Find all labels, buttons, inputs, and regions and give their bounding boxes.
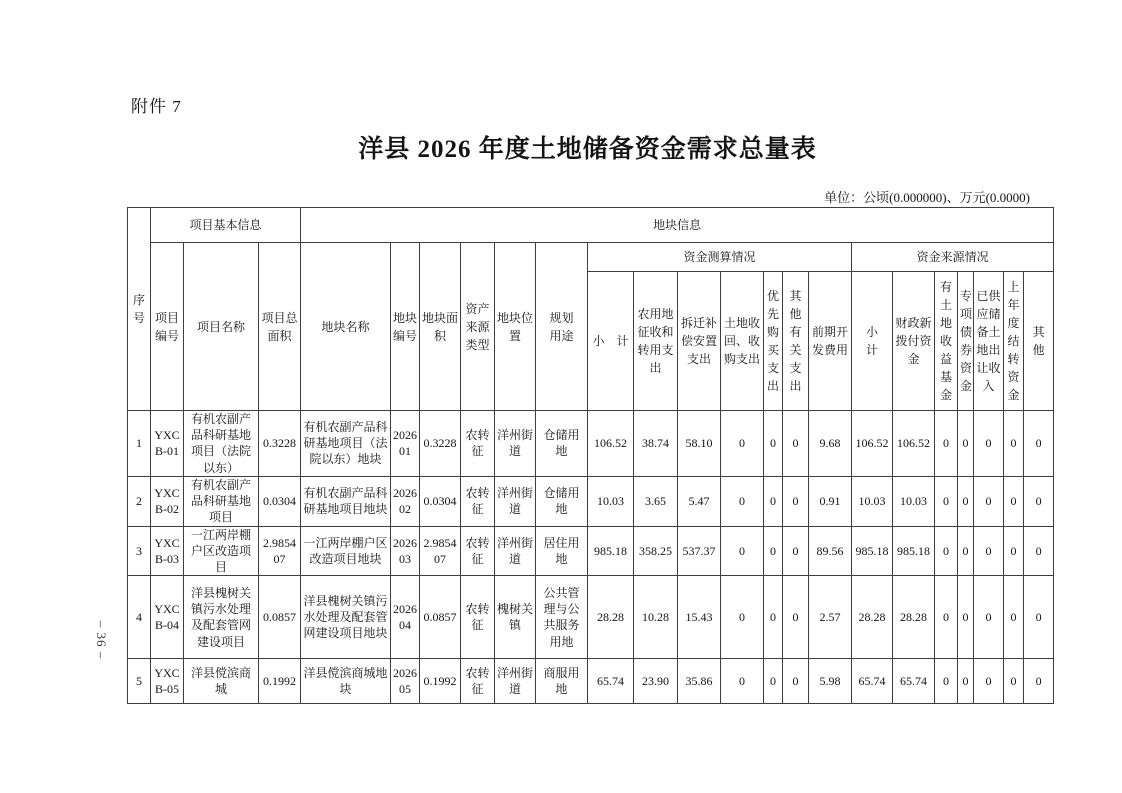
- cell-supplied: 0: [974, 526, 1004, 576]
- cell-plot-no: 202604: [391, 576, 420, 659]
- other-label: 其他: [1032, 325, 1045, 357]
- cell-project-no: YXCB-03: [151, 526, 184, 576]
- cell-predev: 2.57: [809, 576, 852, 659]
- cell-plot-name: 有机农副产品科研基地项目地块: [301, 476, 391, 526]
- cell-other-related: 0: [783, 576, 809, 659]
- col-header-supplied-land-income: 已供应储备土地出让收入: [974, 272, 1004, 411]
- cell-supplied: 0: [974, 411, 1004, 477]
- cell-calc-subtotal: 106.52: [588, 411, 634, 477]
- col-header-land-revenue-fund: 有土地收益基金: [935, 272, 958, 411]
- col-header-planned-use: [536, 243, 588, 411]
- group-header-plot-info: 地块信息: [301, 208, 1054, 243]
- cell-source-type: 农转征: [461, 526, 495, 576]
- cell-source-type: 农转征: [461, 659, 495, 704]
- cell-bond: 0: [958, 659, 974, 704]
- cell-other-related: 0: [783, 411, 809, 477]
- cell-project-area: 2.985407: [259, 526, 301, 576]
- cell-project-no: YXCB-04: [151, 576, 184, 659]
- land-reserve-fund-table: [127, 207, 1054, 704]
- table-row: [128, 526, 1054, 576]
- group-header-fund-source: 资金来源情况: [852, 243, 1054, 272]
- col-header-project-name: 项目名称: [184, 243, 259, 411]
- cell-other-related: 0: [783, 659, 809, 704]
- cell-predev: 89.56: [809, 526, 852, 576]
- cell-other: 0: [1024, 476, 1054, 526]
- cell-plot-area: 0.3228: [420, 411, 461, 477]
- cell-fiscal: 10.03: [893, 476, 935, 526]
- col-header-other: [1024, 272, 1054, 411]
- cell-farmland: 3.65: [634, 476, 678, 526]
- col-header-source-subtotal: [852, 272, 893, 411]
- col-header-source-type: 资产来源类型: [461, 243, 495, 411]
- col-header-location: 地块位置: [495, 243, 536, 411]
- cell-source-subtotal: 10.03: [852, 476, 893, 526]
- cell-other: 0: [1024, 576, 1054, 659]
- cell-demolition: 5.47: [678, 476, 721, 526]
- cell-plot-area: 0.1992: [420, 659, 461, 704]
- cell-project-no: YXCB-02: [151, 476, 184, 526]
- cell-fiscal: 106.52: [893, 411, 935, 477]
- cell-land-fund: 0: [935, 526, 958, 576]
- cell-plot-no: 202601: [391, 411, 420, 477]
- cell-fiscal: 28.28: [893, 576, 935, 659]
- source-subtotal-label: 小计: [865, 325, 878, 357]
- cell-bond: 0: [958, 476, 974, 526]
- cell-other: 0: [1024, 659, 1054, 704]
- cell-other: 0: [1024, 526, 1054, 576]
- cell-supplied: 0: [974, 659, 1004, 704]
- cell-planned-use: 居住用地: [536, 526, 588, 576]
- cell-recovery: 0: [721, 659, 764, 704]
- cell-demolition: 35.86: [678, 659, 721, 704]
- col-header-special-bond: 专项债券资金: [958, 272, 974, 411]
- cell-carryover: 0: [1004, 659, 1024, 704]
- col-header-other-related: 其他有关支出: [783, 272, 809, 411]
- cell-recovery: 0: [721, 576, 764, 659]
- cell-project-area: 0.3228: [259, 411, 301, 477]
- header-row-groups: [128, 208, 1054, 243]
- col-header-recovery-expense: 土地收回、收购支出: [721, 272, 764, 411]
- cell-priority: 0: [764, 526, 783, 576]
- cell-land-fund: 0: [935, 476, 958, 526]
- cell-project-area: 0.0304: [259, 476, 301, 526]
- attachment-label: 附件 7: [131, 97, 182, 116]
- col-header-carryover-funds: 上年度结转资金: [1004, 272, 1024, 411]
- cell-fiscal: 65.74: [893, 659, 935, 704]
- cell-farmland: 38.74: [634, 411, 678, 477]
- cell-plot-name: 洋县槐树关镇污水处理及配套管网建设项目地块: [301, 576, 391, 659]
- cell-recovery: 0: [721, 411, 764, 477]
- cell-farmland: 358.25: [634, 526, 678, 576]
- cell-priority: 0: [764, 476, 783, 526]
- col-header-plot-area: 地块面积: [420, 243, 461, 411]
- col-header-seq: 序号: [128, 208, 151, 411]
- cell-seq: 5: [128, 659, 151, 704]
- cell-source-subtotal: 106.52: [852, 411, 893, 477]
- cell-land-fund: 0: [935, 659, 958, 704]
- cell-calc-subtotal: 28.28: [588, 576, 634, 659]
- cell-demolition: 15.43: [678, 576, 721, 659]
- table-row: [128, 411, 1054, 477]
- cell-other-related: 0: [783, 476, 809, 526]
- cell-source-type: 农转征: [461, 411, 495, 477]
- cell-source-subtotal: 65.74: [852, 659, 893, 704]
- cell-project-no: YXCB-01: [151, 411, 184, 477]
- cell-plot-name: 洋县傥滨商城地块: [301, 659, 391, 704]
- cell-location: 洋州街道: [495, 476, 536, 526]
- unit-note: 单位：公顷(0.000000)、万元(0.0000): [824, 190, 1030, 205]
- col-header-project-area: 项目总面积: [259, 243, 301, 411]
- cell-demolition: 58.10: [678, 411, 721, 477]
- cell-project-name: 有机农副产品科研基地项目: [184, 476, 259, 526]
- cell-plot-no: 202602: [391, 476, 420, 526]
- cell-recovery: 0: [721, 526, 764, 576]
- cell-farmland: 23.90: [634, 659, 678, 704]
- cell-location: 洋州街道: [495, 659, 536, 704]
- cell-source-subtotal: 28.28: [852, 576, 893, 659]
- cell-other: 0: [1024, 411, 1054, 477]
- cell-seq: 1: [128, 411, 151, 477]
- cell-bond: 0: [958, 411, 974, 477]
- cell-predev: 5.98: [809, 659, 852, 704]
- cell-plot-area: 2.985407: [420, 526, 461, 576]
- col-header-fiscal-funds: 财政新拨付资金: [893, 272, 935, 411]
- page-title: 洋县 2026 年度土地储备资金需求总量表: [358, 136, 817, 163]
- table-row: [128, 476, 1054, 526]
- cell-demolition: 537.37: [678, 526, 721, 576]
- cell-supplied: 0: [974, 476, 1004, 526]
- cell-plot-area: 0.0304: [420, 476, 461, 526]
- cell-supplied: 0: [974, 576, 1004, 659]
- cell-plot-name: 一江两岸棚户区改造项目地块: [301, 526, 391, 576]
- cell-location: 洋州街道: [495, 526, 536, 576]
- cell-plot-name: 有机农副产品科研基地项目（法院以东）地块: [301, 411, 391, 477]
- cell-priority: 0: [764, 576, 783, 659]
- cell-bond: 0: [958, 526, 974, 576]
- cell-fiscal: 985.18: [893, 526, 935, 576]
- cell-source-subtotal: 985.18: [852, 526, 893, 576]
- cell-recovery: 0: [721, 476, 764, 526]
- cell-carryover: 0: [1004, 411, 1024, 477]
- col-header-demolition-expense: 拆迁补偿安置支出: [678, 272, 721, 411]
- cell-farmland: 10.28: [634, 576, 678, 659]
- col-header-project-no: 项目编号: [151, 243, 184, 411]
- cell-carryover: 0: [1004, 576, 1024, 659]
- cell-plot-no: 202605: [391, 659, 420, 704]
- col-header-priority-purchase: 优先购买支出: [764, 272, 783, 411]
- col-header-plot-name: 地块名称: [301, 243, 391, 411]
- col-header-calc-subtotal: 小 计: [588, 272, 634, 411]
- cell-plot-area: 0.0857: [420, 576, 461, 659]
- cell-source-type: 农转征: [461, 576, 495, 659]
- cell-land-fund: 0: [935, 576, 958, 659]
- header-row-subgroups: [128, 243, 1054, 272]
- col-header-predev-cost: 前期开发费用: [809, 272, 852, 411]
- cell-planned-use: 商服用地: [536, 659, 588, 704]
- col-header-plot-no: 地块编号: [391, 243, 420, 411]
- cell-priority: 0: [764, 411, 783, 477]
- table-row: [128, 659, 1054, 704]
- cell-calc-subtotal: 10.03: [588, 476, 634, 526]
- col-header-farmland-expense: 农用地征收和转用支出: [634, 272, 678, 411]
- group-header-fund-calculation: 资金测算情况: [588, 243, 852, 272]
- cell-project-name: 一江两岸棚户区改造项目: [184, 526, 259, 576]
- cell-project-area: 0.1992: [259, 659, 301, 704]
- cell-project-no: YXCB-05: [151, 659, 184, 704]
- cell-planned-use: 仓储用地: [536, 476, 588, 526]
- cell-project-name: 有机农副产品科研基地项目（法院以东）: [184, 411, 259, 477]
- cell-predev: 9.68: [809, 411, 852, 477]
- page-number: – 36 –: [94, 620, 109, 660]
- cell-plot-no: 202603: [391, 526, 420, 576]
- cell-location: 洋州街道: [495, 411, 536, 477]
- cell-other-related: 0: [783, 526, 809, 576]
- cell-carryover: 0: [1004, 526, 1024, 576]
- cell-carryover: 0: [1004, 476, 1024, 526]
- cell-project-name: 洋县槐树关镇污水处理及配套管网建设项目: [184, 576, 259, 659]
- group-header-project-info: 项目基本信息: [151, 208, 301, 243]
- cell-seq: 3: [128, 526, 151, 576]
- cell-seq: 2: [128, 476, 151, 526]
- planned-use-label: 规划用途: [549, 310, 574, 343]
- cell-location: 槐树关镇: [495, 576, 536, 659]
- cell-source-type: 农转征: [461, 476, 495, 526]
- cell-seq: 4: [128, 576, 151, 659]
- cell-planned-use: 仓储用地: [536, 411, 588, 477]
- cell-project-area: 0.0857: [259, 576, 301, 659]
- cell-calc-subtotal: 65.74: [588, 659, 634, 704]
- cell-bond: 0: [958, 576, 974, 659]
- cell-predev: 0.91: [809, 476, 852, 526]
- table-row: [128, 576, 1054, 659]
- cell-priority: 0: [764, 659, 783, 704]
- cell-land-fund: 0: [935, 411, 958, 477]
- cell-project-name: 洋县傥滨商城: [184, 659, 259, 704]
- cell-calc-subtotal: 985.18: [588, 526, 634, 576]
- cell-planned-use: 公共管理与公共服务用地: [536, 576, 588, 659]
